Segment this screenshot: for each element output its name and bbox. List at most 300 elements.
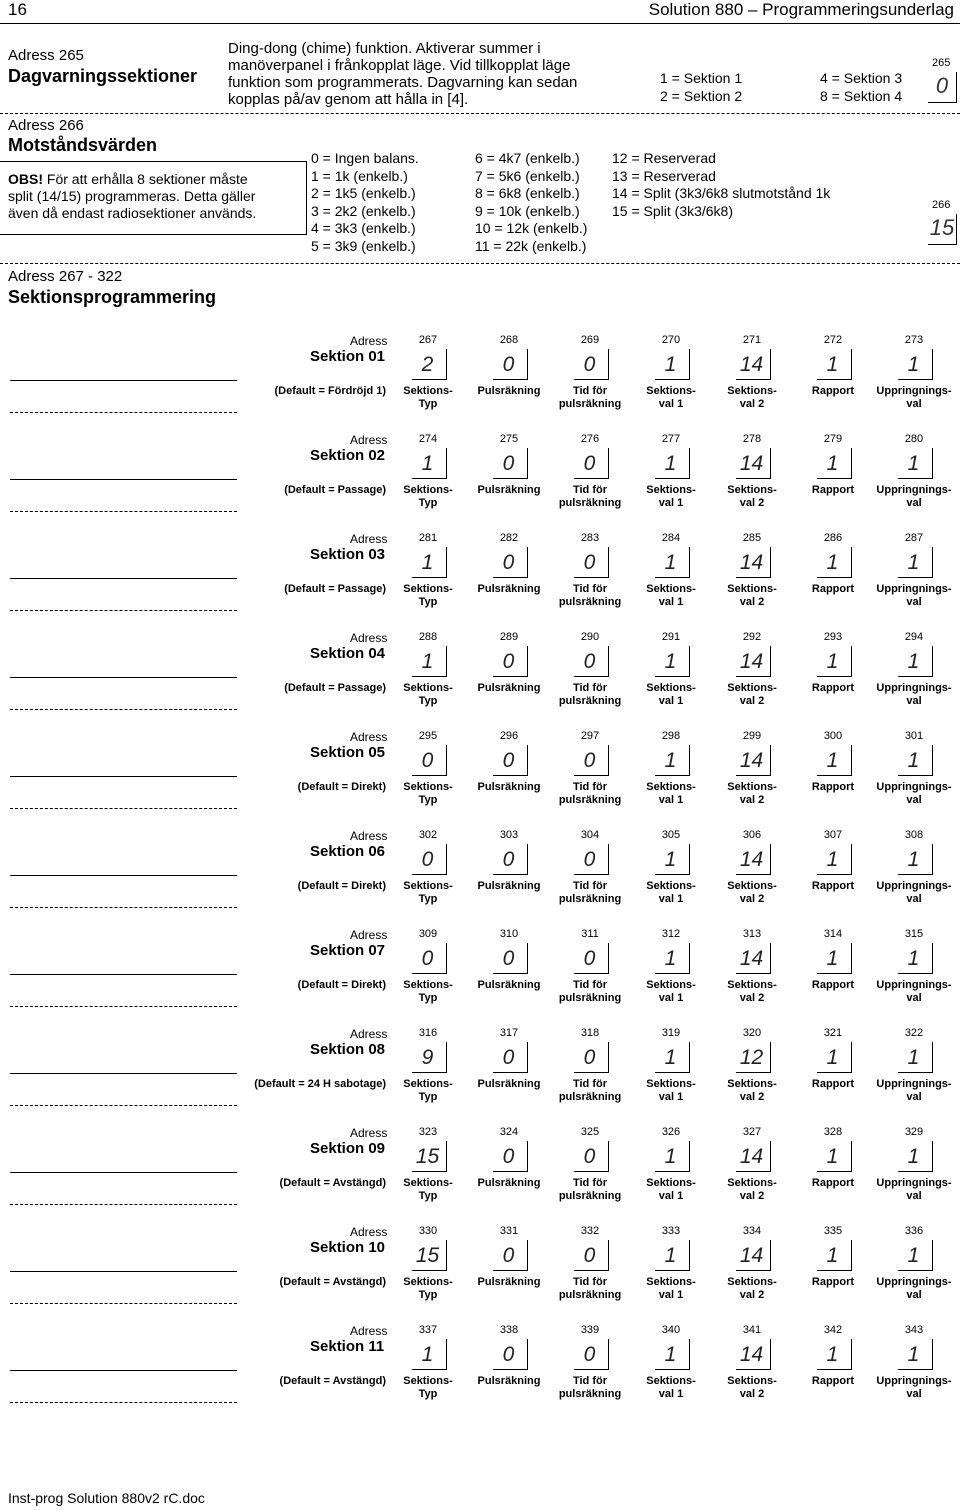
cell-value-box[interactable] bbox=[736, 1042, 771, 1073]
cell-address: 321 bbox=[823, 1027, 843, 1039]
section-default: (Default = 24 H sabotage) bbox=[254, 1078, 386, 1090]
cell-caption: Sektions- Typ bbox=[403, 1375, 453, 1400]
cell-value-box[interactable] bbox=[574, 646, 609, 677]
cell-caption: Uppringnings- val bbox=[876, 979, 952, 1004]
cell-value-box[interactable] bbox=[412, 1042, 447, 1073]
section-default: (Default = Passage) bbox=[284, 682, 386, 694]
cell-value-box[interactable] bbox=[898, 646, 933, 677]
cell-value-box[interactable] bbox=[898, 1339, 933, 1370]
cell-caption: Sektions- val 2 bbox=[727, 880, 777, 905]
cell-address: 342 bbox=[823, 1324, 843, 1336]
cell-address: 271 bbox=[742, 334, 762, 346]
cell-caption: Pulsräkning bbox=[477, 1177, 541, 1189]
cell-address: 284 bbox=[661, 532, 681, 544]
cell-caption: Sektions- val 1 bbox=[646, 781, 696, 806]
cell-value: 1 bbox=[826, 650, 839, 673]
section-name-line-dashed[interactable] bbox=[10, 1105, 237, 1106]
page-number: 16 bbox=[8, 0, 27, 19]
cell-value-box[interactable] bbox=[655, 1339, 690, 1370]
cell-address: 282 bbox=[499, 532, 519, 544]
cell-address: 281 bbox=[418, 532, 438, 544]
cell-caption: Sektions- val 1 bbox=[646, 1375, 696, 1400]
cell-value-box[interactable] bbox=[736, 1240, 771, 1271]
cell-value-box[interactable] bbox=[655, 745, 690, 776]
cell-address: 304 bbox=[580, 829, 600, 841]
cell-caption: Sektions- val 2 bbox=[727, 583, 777, 608]
cell-value: 14 bbox=[739, 452, 764, 475]
cell-address: 323 bbox=[418, 1126, 438, 1138]
cell-address: 268 bbox=[499, 334, 519, 346]
cell-value: 1 bbox=[907, 848, 920, 871]
cell-value-box[interactable] bbox=[817, 844, 852, 875]
cell-value-box[interactable] bbox=[493, 1141, 528, 1172]
cell-value-box[interactable] bbox=[898, 448, 933, 479]
cell-value-box[interactable] bbox=[898, 1141, 933, 1172]
cell-address: 317 bbox=[499, 1027, 519, 1039]
cell-value-box[interactable] bbox=[655, 1240, 690, 1271]
cell-caption: Pulsräkning bbox=[477, 583, 541, 595]
cell-caption: Pulsräkning bbox=[477, 484, 541, 496]
cell-value: 1 bbox=[907, 1145, 920, 1168]
cell-value: 1 bbox=[664, 749, 677, 772]
section-name-line[interactable] bbox=[10, 875, 237, 876]
cell-caption: Pulsräkning bbox=[477, 979, 541, 991]
cell-address: 327 bbox=[742, 1126, 762, 1138]
cell-caption: Uppringnings- val bbox=[876, 385, 952, 410]
cell-address: 291 bbox=[661, 631, 681, 643]
cell-caption: Uppringnings- val bbox=[876, 682, 952, 707]
cell-address: 267 bbox=[418, 334, 438, 346]
cell-value-box[interactable] bbox=[574, 1339, 609, 1370]
cell-value: 1 bbox=[826, 749, 839, 772]
cell-value: 15 bbox=[415, 1244, 440, 1267]
cell-value-box[interactable] bbox=[817, 349, 852, 380]
cell-value-box[interactable] bbox=[655, 547, 690, 578]
cell-value-box[interactable] bbox=[655, 646, 690, 677]
cell-value-box[interactable] bbox=[736, 745, 771, 776]
cell-value-box[interactable] bbox=[817, 547, 852, 578]
cell-value: 1 bbox=[664, 650, 677, 673]
cell-value: 0 bbox=[502, 452, 515, 475]
cell-address: 314 bbox=[823, 928, 843, 940]
divider bbox=[0, 113, 960, 114]
cell-value-box[interactable] bbox=[655, 943, 690, 974]
addr-265-title: Dagvarningssektioner bbox=[8, 66, 198, 86]
cell-value: 14 bbox=[739, 551, 764, 574]
addr-265-label: Adress 265 bbox=[8, 47, 84, 64]
cell-caption: Sektions- val 2 bbox=[727, 385, 777, 410]
cell-address: 269 bbox=[580, 334, 600, 346]
cell-value-box[interactable] bbox=[412, 745, 447, 776]
cell-caption: Sektions- Typ bbox=[403, 484, 453, 509]
cell-value: 0 bbox=[502, 650, 515, 673]
cell-address: 326 bbox=[661, 1126, 681, 1138]
cell-caption: Sektions- val 2 bbox=[727, 979, 777, 1004]
cell-value: 0 bbox=[583, 650, 596, 673]
cell-value-box[interactable] bbox=[493, 1042, 528, 1073]
cell-value-box[interactable] bbox=[736, 349, 771, 380]
section-title: Sektion 05 bbox=[310, 744, 386, 761]
cell-value-box[interactable] bbox=[574, 1240, 609, 1271]
resistor-options-col2: 6 = 4k7 (enkelb.) 7 = 5k6 (enkelb.) 8 = 6k8 (enkelb.) 9 = 10k (enkelb.) 10 = 12k (enkelb.) 11 = 22k (enkelb.) bbox=[475, 150, 588, 254]
cell-value-box[interactable] bbox=[736, 1141, 771, 1172]
cell-caption: Sektions- val 1 bbox=[646, 385, 696, 410]
section-name-line-dashed[interactable] bbox=[10, 1303, 237, 1304]
cell-value-box[interactable] bbox=[574, 844, 609, 875]
addr-267-title: Sektionsprogrammering bbox=[8, 287, 217, 307]
section-default: (Default = Passage) bbox=[284, 583, 386, 595]
cell-value-box[interactable] bbox=[817, 1339, 852, 1370]
cell-address: 289 bbox=[499, 631, 519, 643]
cell-value-box[interactable] bbox=[493, 349, 528, 380]
cell-value: 0 bbox=[583, 947, 596, 970]
cell-value: 9 bbox=[421, 1046, 434, 1069]
cell-value-box[interactable] bbox=[574, 1042, 609, 1073]
cell-address: 270 bbox=[661, 334, 681, 346]
addr-265-value-box[interactable]: 0 bbox=[928, 72, 957, 103]
addr-265-options-col1: 1 = Sektion 1 2 = Sektion 2 bbox=[660, 70, 743, 104]
cell-address: 309 bbox=[418, 928, 438, 940]
cell-address: 303 bbox=[499, 829, 519, 841]
adress-label: Adress bbox=[350, 1225, 388, 1239]
section-default: (Default = Direkt) bbox=[297, 781, 386, 793]
section-name-line[interactable] bbox=[10, 479, 237, 480]
cell-value-box[interactable] bbox=[898, 1240, 933, 1271]
divider bbox=[0, 263, 960, 264]
cell-caption: Sektions- val 1 bbox=[646, 1078, 696, 1103]
cell-value: 15 bbox=[415, 1145, 440, 1168]
cell-value: 1 bbox=[907, 1343, 920, 1366]
cell-address: 316 bbox=[418, 1027, 438, 1039]
cell-address: 340 bbox=[661, 1324, 681, 1336]
addr-266-label: Adress 266 bbox=[8, 117, 84, 134]
cell-value-box[interactable] bbox=[574, 745, 609, 776]
cell-value: 1 bbox=[826, 947, 839, 970]
cell-caption: Rapport bbox=[811, 385, 855, 397]
cell-caption: Sektions- Typ bbox=[403, 1078, 453, 1103]
cell-caption: Sektions- val 2 bbox=[727, 1177, 777, 1202]
cell-caption: Pulsräkning bbox=[477, 385, 541, 397]
cell-caption: Tid för pulsräkning bbox=[558, 1078, 622, 1103]
section-name-line-dashed[interactable] bbox=[10, 808, 237, 809]
cell-value-box[interactable] bbox=[574, 448, 609, 479]
cell-address: 306 bbox=[742, 829, 762, 841]
adress-label: Adress bbox=[350, 631, 388, 645]
cell-address: 272 bbox=[823, 334, 843, 346]
adress-label: Adress bbox=[350, 730, 388, 744]
cell-caption: Sektions- Typ bbox=[403, 781, 453, 806]
cell-caption: Uppringnings- val bbox=[876, 1276, 952, 1301]
cell-caption: Tid för pulsräkning bbox=[558, 682, 622, 707]
cell-value: 0 bbox=[583, 551, 596, 574]
cell-value: 0 bbox=[583, 848, 596, 871]
cell-caption: Tid för pulsräkning bbox=[558, 1177, 622, 1202]
section-name-line[interactable] bbox=[10, 677, 237, 678]
cell-address: 311 bbox=[581, 928, 599, 940]
cell-value: 1 bbox=[826, 452, 839, 475]
cell-address: 337 bbox=[418, 1324, 438, 1336]
cell-address: 310 bbox=[499, 928, 519, 940]
cell-address: 318 bbox=[580, 1027, 600, 1039]
cell-caption: Sektions- val 2 bbox=[727, 1276, 777, 1301]
cell-caption: Uppringnings- val bbox=[876, 1177, 952, 1202]
cell-value-box[interactable] bbox=[736, 943, 771, 974]
cell-value: 0 bbox=[502, 353, 515, 376]
cell-value-box[interactable] bbox=[412, 1141, 447, 1172]
cell-caption: Rapport bbox=[811, 1276, 855, 1288]
cell-value-box[interactable] bbox=[898, 745, 933, 776]
cell-value-box[interactable] bbox=[493, 943, 528, 974]
cell-value-box[interactable] bbox=[574, 349, 609, 380]
cell-address: 329 bbox=[904, 1126, 924, 1138]
cell-value: 0 bbox=[502, 749, 515, 772]
section-name-line-dashed[interactable] bbox=[10, 709, 237, 710]
cell-caption: Tid för pulsräkning bbox=[558, 1276, 622, 1301]
cell-caption: Pulsräkning bbox=[477, 1078, 541, 1090]
section-title: Sektion 03 bbox=[310, 546, 386, 563]
cell-caption: Sektions- val 2 bbox=[727, 1078, 777, 1103]
cell-caption: Rapport bbox=[811, 682, 855, 694]
cell-caption: Sektions- val 1 bbox=[646, 1177, 696, 1202]
cell-value: 1 bbox=[664, 353, 677, 376]
cell-caption: Rapport bbox=[811, 1078, 855, 1090]
section-name-line-dashed[interactable] bbox=[10, 1006, 237, 1007]
cell-value-box[interactable] bbox=[412, 646, 447, 677]
cell-address: 315 bbox=[904, 928, 924, 940]
cell-address: 287 bbox=[904, 532, 924, 544]
section-name-line[interactable] bbox=[10, 1073, 237, 1074]
cell-value-box[interactable] bbox=[817, 1240, 852, 1271]
cell-caption: Sektions- val 1 bbox=[646, 583, 696, 608]
cell-value-box[interactable] bbox=[736, 1339, 771, 1370]
cell-value-box[interactable] bbox=[655, 349, 690, 380]
cell-value: 1 bbox=[907, 947, 920, 970]
cell-caption: Rapport bbox=[811, 484, 855, 496]
cell-address: 308 bbox=[904, 829, 924, 841]
cell-value-box[interactable] bbox=[898, 1042, 933, 1073]
cell-caption: Pulsräkning bbox=[477, 781, 541, 793]
cell-value-box[interactable] bbox=[493, 547, 528, 578]
cell-address: 302 bbox=[418, 829, 438, 841]
cell-value: 1 bbox=[907, 452, 920, 475]
cell-address: 333 bbox=[661, 1225, 681, 1237]
section-name-line-dashed[interactable] bbox=[10, 511, 237, 512]
cell-address: 273 bbox=[904, 334, 924, 346]
cell-value-box[interactable] bbox=[412, 943, 447, 974]
cell-value: 0 bbox=[583, 353, 596, 376]
cell-address: 300 bbox=[823, 730, 843, 742]
addr-267-label: Adress 267 - 322 bbox=[8, 268, 123, 285]
cell-value: 1 bbox=[421, 452, 434, 475]
cell-value-box[interactable] bbox=[898, 547, 933, 578]
addr-266-title: Motståndsvärden bbox=[8, 135, 158, 155]
resistor-options-col3: 12 = Reserverad 13 = Reserverad 14 = Split (3k3/6k8 slutmotstånd 1k 15 = Split (3k3/6k8) bbox=[612, 150, 831, 219]
cell-address: 276 bbox=[580, 433, 600, 445]
section-name-line-dashed[interactable] bbox=[10, 610, 237, 611]
section-name-line[interactable] bbox=[10, 1370, 237, 1371]
cell-address: 283 bbox=[580, 532, 600, 544]
cell-value: 1 bbox=[421, 551, 434, 574]
cell-value: 1 bbox=[664, 1046, 677, 1069]
cell-address: 307 bbox=[823, 829, 843, 841]
cell-address: 295 bbox=[418, 730, 438, 742]
section-name-line[interactable] bbox=[10, 974, 237, 975]
cell-address: 330 bbox=[418, 1225, 438, 1237]
cell-address: 322 bbox=[904, 1027, 924, 1039]
section-name-line[interactable] bbox=[10, 1172, 237, 1173]
cell-address: 336 bbox=[904, 1225, 924, 1237]
cell-value: 1 bbox=[664, 1343, 677, 1366]
adress-label: Adress bbox=[350, 334, 388, 348]
cell-address: 305 bbox=[661, 829, 681, 841]
cell-value-box[interactable] bbox=[817, 745, 852, 776]
cell-value: 0 bbox=[502, 848, 515, 871]
cell-value: 1 bbox=[664, 1145, 677, 1168]
cell-value: 1 bbox=[826, 1343, 839, 1366]
cell-value-box[interactable] bbox=[493, 646, 528, 677]
section-name-line[interactable] bbox=[10, 578, 237, 579]
cell-address: 290 bbox=[580, 631, 600, 643]
cell-value-box[interactable] bbox=[574, 943, 609, 974]
cell-address: 313 bbox=[742, 928, 762, 940]
cell-address: 320 bbox=[742, 1027, 762, 1039]
cell-value-box[interactable] bbox=[817, 943, 852, 974]
cell-caption: Sektions- val 1 bbox=[646, 979, 696, 1004]
cell-value: 1 bbox=[664, 947, 677, 970]
cell-caption: Sektions- val 2 bbox=[727, 682, 777, 707]
cell-address: 312 bbox=[661, 928, 681, 940]
cell-address: 278 bbox=[742, 433, 762, 445]
cell-value-box[interactable] bbox=[736, 547, 771, 578]
cell-value-box[interactable] bbox=[574, 1141, 609, 1172]
cell-value: 14 bbox=[739, 1244, 764, 1267]
cell-value-box[interactable] bbox=[736, 646, 771, 677]
cell-address: 274 bbox=[418, 433, 438, 445]
cell-value-box[interactable] bbox=[817, 1141, 852, 1172]
cell-value-box[interactable] bbox=[655, 1141, 690, 1172]
cell-value-box[interactable] bbox=[412, 1339, 447, 1370]
cell-value-box[interactable] bbox=[817, 448, 852, 479]
cell-value-box[interactable] bbox=[493, 448, 528, 479]
section-default: (Default = Avstängd) bbox=[279, 1276, 386, 1288]
cell-caption: Tid för pulsräkning bbox=[558, 583, 622, 608]
cell-address: 279 bbox=[823, 433, 843, 445]
cell-value-box[interactable] bbox=[412, 1240, 447, 1271]
page-title: Solution 880 – Programmeringsunderlag bbox=[648, 0, 954, 19]
cell-address: 298 bbox=[661, 730, 681, 742]
cell-caption: Sektions- Typ bbox=[403, 979, 453, 1004]
cell-value: 0 bbox=[583, 1145, 596, 1168]
cell-address: 338 bbox=[499, 1324, 519, 1336]
section-name-line-dashed[interactable] bbox=[10, 907, 237, 908]
section-title: Sektion 08 bbox=[310, 1041, 386, 1058]
section-name-line[interactable] bbox=[10, 380, 237, 381]
footer-filename: Inst-prog Solution 880v2 rC.doc bbox=[8, 1490, 205, 1506]
cell-value-box[interactable] bbox=[493, 1240, 528, 1271]
addr-265-options-col2: 4 = Sektion 3 8 = Sektion 4 bbox=[820, 70, 903, 104]
cell-value-box[interactable] bbox=[736, 844, 771, 875]
section-name-line-dashed[interactable] bbox=[10, 1204, 237, 1205]
cell-value-box[interactable] bbox=[898, 349, 933, 380]
cell-value: 0 bbox=[502, 1046, 515, 1069]
section-name-line-dashed[interactable] bbox=[10, 412, 237, 413]
section-name-line-dashed[interactable] bbox=[10, 1402, 237, 1403]
cell-caption: Sektions- Typ bbox=[403, 682, 453, 707]
section-default: (Default = Fördröjd 1) bbox=[274, 385, 386, 397]
section-name-line[interactable] bbox=[10, 776, 237, 777]
section-title: Sektion 07 bbox=[310, 942, 386, 959]
cell-value: 14 bbox=[739, 1145, 764, 1168]
cell-value-box[interactable] bbox=[655, 448, 690, 479]
cell-address: 331 bbox=[499, 1225, 519, 1237]
cell-value: 0 bbox=[583, 1244, 596, 1267]
cell-value-box[interactable] bbox=[736, 448, 771, 479]
cell-value: 1 bbox=[907, 1046, 920, 1069]
cell-address: 296 bbox=[499, 730, 519, 742]
cell-value-box[interactable] bbox=[412, 349, 447, 380]
adress-label: Adress bbox=[350, 829, 388, 843]
cell-value: 0 bbox=[583, 1046, 596, 1069]
cell-caption: Tid för pulsräkning bbox=[558, 385, 622, 410]
cell-value-box[interactable] bbox=[898, 844, 933, 875]
cell-value-box[interactable] bbox=[655, 844, 690, 875]
cell-value-box[interactable] bbox=[493, 745, 528, 776]
cell-value: 0 bbox=[502, 551, 515, 574]
section-default: (Default = Avstängd) bbox=[279, 1375, 386, 1387]
cell-address: 325 bbox=[580, 1126, 600, 1138]
cell-address: 339 bbox=[580, 1324, 600, 1336]
cell-value-box[interactable] bbox=[574, 547, 609, 578]
section-title: Sektion 01 bbox=[310, 348, 386, 365]
cell-caption: Sektions- Typ bbox=[403, 385, 453, 410]
cell-value-box[interactable] bbox=[493, 844, 528, 875]
cell-caption: Rapport bbox=[811, 781, 855, 793]
addr-266-value-box[interactable]: 15 bbox=[928, 214, 957, 245]
adress-label: Adress bbox=[350, 1126, 388, 1140]
cell-value: 1 bbox=[826, 551, 839, 574]
cell-caption: Sektions- Typ bbox=[403, 1276, 453, 1301]
cell-caption: Sektions- val 2 bbox=[727, 484, 777, 509]
cell-value-box[interactable] bbox=[412, 448, 447, 479]
cell-value-box[interactable] bbox=[817, 1042, 852, 1073]
cell-value: 1 bbox=[664, 452, 677, 475]
cell-value-box[interactable] bbox=[412, 547, 447, 578]
cell-value-box[interactable] bbox=[898, 943, 933, 974]
cell-value: 1 bbox=[907, 650, 920, 673]
cell-caption: Uppringnings- val bbox=[876, 1375, 952, 1400]
section-title: Sektion 09 bbox=[310, 1140, 386, 1157]
cell-address: 299 bbox=[742, 730, 762, 742]
cell-value: 1 bbox=[907, 1244, 920, 1267]
cell-caption: Rapport bbox=[811, 1177, 855, 1189]
cell-value-box[interactable] bbox=[412, 844, 447, 875]
section-name-line[interactable] bbox=[10, 1271, 237, 1272]
cell-caption: Tid för pulsräkning bbox=[558, 781, 622, 806]
cell-value: 0 bbox=[583, 452, 596, 475]
cell-value: 1 bbox=[907, 551, 920, 574]
cell-value: 2 bbox=[421, 353, 434, 376]
cell-value-box[interactable] bbox=[493, 1339, 528, 1370]
cell-value-box[interactable] bbox=[817, 646, 852, 677]
cell-value: 0 bbox=[421, 947, 434, 970]
cell-caption: Tid för pulsräkning bbox=[558, 979, 622, 1004]
section-title: Sektion 02 bbox=[310, 447, 386, 464]
cell-value: 0 bbox=[421, 848, 434, 871]
cell-address: 277 bbox=[661, 433, 681, 445]
cell-address: 334 bbox=[742, 1225, 762, 1237]
cell-caption: Sektions- Typ bbox=[403, 1177, 453, 1202]
cell-value-box[interactable] bbox=[655, 1042, 690, 1073]
